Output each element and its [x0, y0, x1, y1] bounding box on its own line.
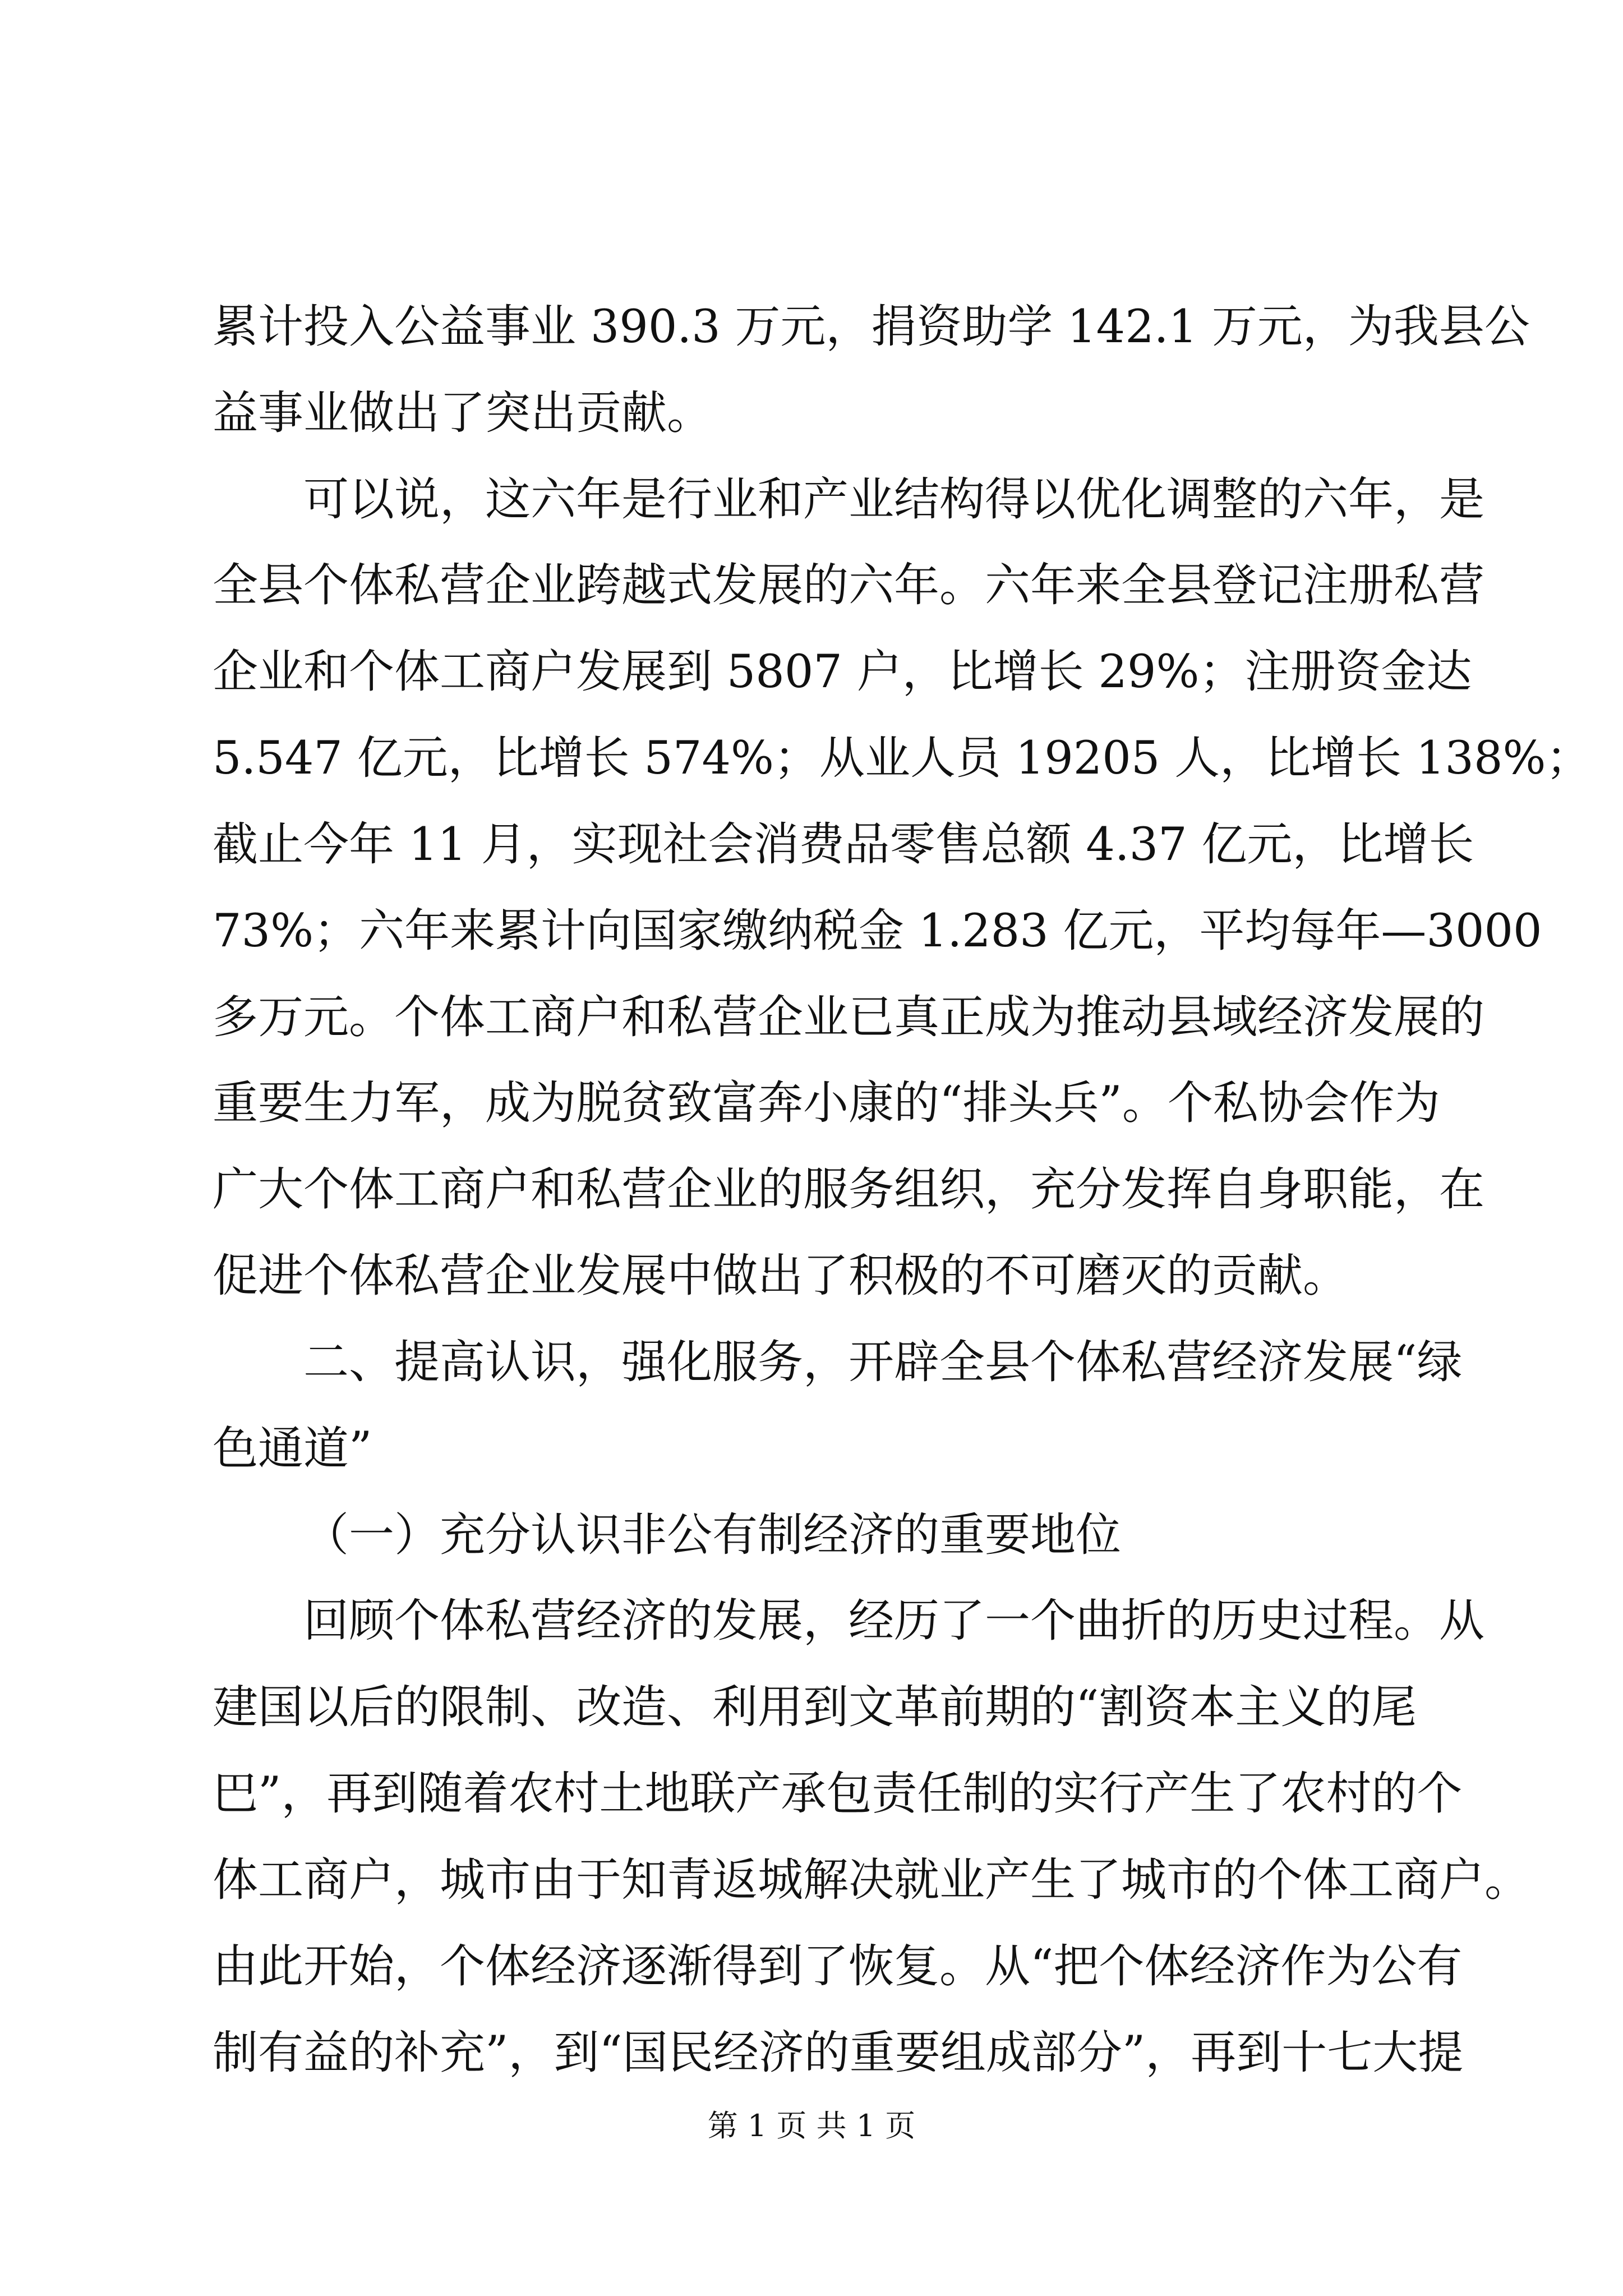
- text-line: 建国以后的限制、改造、利用到文革前期的“割资本主义的尾: [213, 1681, 1417, 1734]
- page-number-footer: 第 1 页 共 1 页: [707, 2108, 916, 2143]
- text-line: 可以说，这六年是行业和产业结构得以优化调整的六年，是: [303, 473, 1485, 526]
- text-line: 5.547 亿元，比增长 574%；从业人员 19205 人，比增长 138%；: [213, 732, 1592, 785]
- section-heading: 二、提高认识，强化服务，开辟全县个体私营经济发展“绿: [303, 1336, 1463, 1389]
- text-line: 回顾个体私营经济的发展，经历了一个曲折的历史过程。从: [303, 1595, 1485, 1648]
- text-line: 由此开始，个体经济逐渐得到了恢复。从“把个体经济作为公有: [213, 1940, 1463, 1993]
- subsection-heading: （一）充分认识非公有制经济的重要地位: [303, 1509, 1122, 1562]
- text-line: 巴”，再到随着农村土地联产承包责任制的实行产生了农村的个: [213, 1768, 1463, 1820]
- text-line: 体工商户，城市由于知青返城解决就业产生了城市的个体工商户。: [213, 1854, 1530, 1907]
- text-line: 73%；六年来累计向国家缴纳税金 1.283 亿元，平均每年—3000: [213, 905, 1542, 958]
- section-heading: 色通道”: [213, 1423, 372, 1475]
- text-line: 截止今年 11 月，实现社会消费品零售总额 4.37 亿元，比增长: [213, 818, 1474, 871]
- text-line: 重要生力军，成为脱贫致富奔小康的“排头兵”。个私协会作为: [213, 1077, 1440, 1130]
- text-line: 企业和个体工商户发展到 5807 户，比增长 29%；注册资金达: [213, 646, 1472, 698]
- text-line: 全县个体私营企业跨越式发展的六年。六年来全县登记注册私营: [213, 559, 1485, 612]
- text-line: 制有益的补充”，到“国民经济的重要组成部分”，再到十七大提: [213, 2027, 1464, 2079]
- text-line: 促进个体私营企业发展中做出了积极的不可磨灭的贡献。: [213, 1250, 1349, 1303]
- text-line: 益事业做出了突出贡献。: [213, 387, 713, 440]
- text-line: 累计投入公益事业 390.3 万元，捐资助学 142.1 万元，为我县公: [213, 301, 1530, 353]
- text-line: 广大个体工商户和私营企业的服务组织，充分发挥自身职能，在: [213, 1163, 1485, 1216]
- text-line: 多万元。个体工商户和私营企业已真正成为推动县域经济发展的: [213, 991, 1485, 1044]
